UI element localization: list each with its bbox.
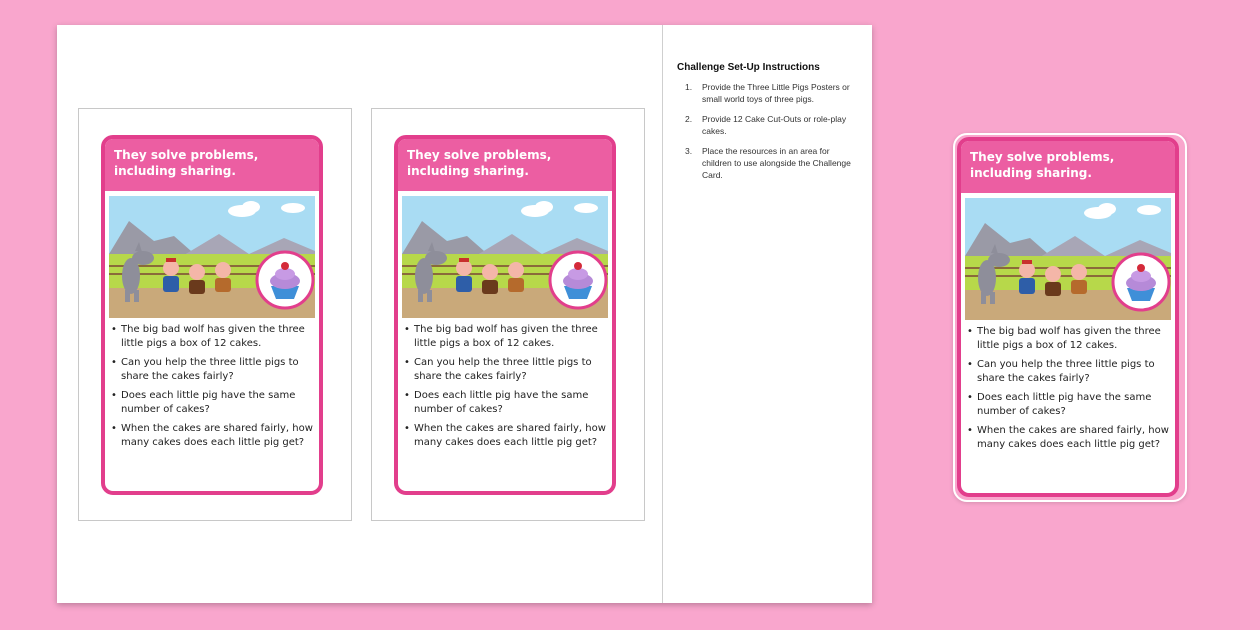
step-text: Place the resources in an area for children to use alongside the Challenge Card.	[702, 146, 851, 180]
card-bullet: • Does each little pig have the same number of cakes?	[404, 389, 606, 417]
instructions-list	[677, 81, 852, 181]
cupcake-icon	[257, 252, 313, 308]
step-text: Provide 12 Cake Cut-Outs or role-play cakes.	[702, 114, 847, 136]
challenge-card	[101, 135, 323, 495]
instruction-step	[677, 145, 852, 181]
card-title: They solve problems, including sharing.	[961, 141, 1175, 193]
card-preview	[953, 133, 1187, 502]
card-bullets	[111, 323, 313, 455]
card-bullet: • Does each little pig have the same number of cakes?	[967, 391, 1169, 419]
card-bullet: • The big bad wolf has given the three little pigs a box of 12 cakes.	[111, 323, 313, 351]
card-bullet: • The big bad wolf has given the three little pigs a box of 12 cakes.	[967, 325, 1169, 353]
card-bullets	[967, 325, 1169, 457]
card-bullet: • When the cakes are shared fairly, how many cakes does each little pig get?	[111, 422, 313, 450]
step-number: 2.	[685, 114, 693, 124]
card-cut-box	[371, 108, 645, 521]
card-cut-box	[78, 108, 352, 521]
card-bullet: • When the cakes are shared fairly, how many cakes does each little pig get?	[967, 424, 1169, 452]
card-bullets	[404, 323, 606, 455]
cupcake-icon	[550, 252, 606, 308]
challenge-card	[394, 135, 616, 495]
step-number: 3.	[685, 146, 693, 156]
instruction-step	[677, 113, 852, 137]
printable-sheet	[57, 25, 872, 603]
instructions-title: Challenge Set-Up Instructions	[677, 62, 820, 73]
challenge-card	[957, 137, 1179, 497]
card-bullet: • When the cakes are shared fairly, how many cakes does each little pig get?	[404, 422, 606, 450]
card-bullet: • The big bad wolf has given the three little pigs a box of 12 cakes.	[404, 323, 606, 351]
cupcake-icon	[1113, 254, 1169, 310]
card-bullet: • Can you help the three little pigs to share the cakes fairly?	[111, 356, 313, 384]
fold-line	[662, 25, 663, 603]
card-illustration	[109, 196, 315, 318]
card-bullet: • Can you help the three little pigs to share the cakes fairly?	[404, 356, 606, 384]
step-number: 1.	[685, 82, 693, 92]
card-title: They solve problems, including sharing.	[105, 139, 319, 191]
card-bullet: • Can you help the three little pigs to share the cakes fairly?	[967, 358, 1169, 386]
card-illustration	[402, 196, 608, 318]
instruction-step	[677, 81, 852, 105]
instructions-panel	[677, 62, 852, 189]
card-title: They solve problems, including sharing.	[398, 139, 612, 191]
step-text: Provide the Three Little Pigs Posters or small world toys of three pigs.	[702, 82, 850, 104]
card-bullet: • Does each little pig have the same number of cakes?	[111, 389, 313, 417]
card-illustration	[965, 198, 1171, 320]
